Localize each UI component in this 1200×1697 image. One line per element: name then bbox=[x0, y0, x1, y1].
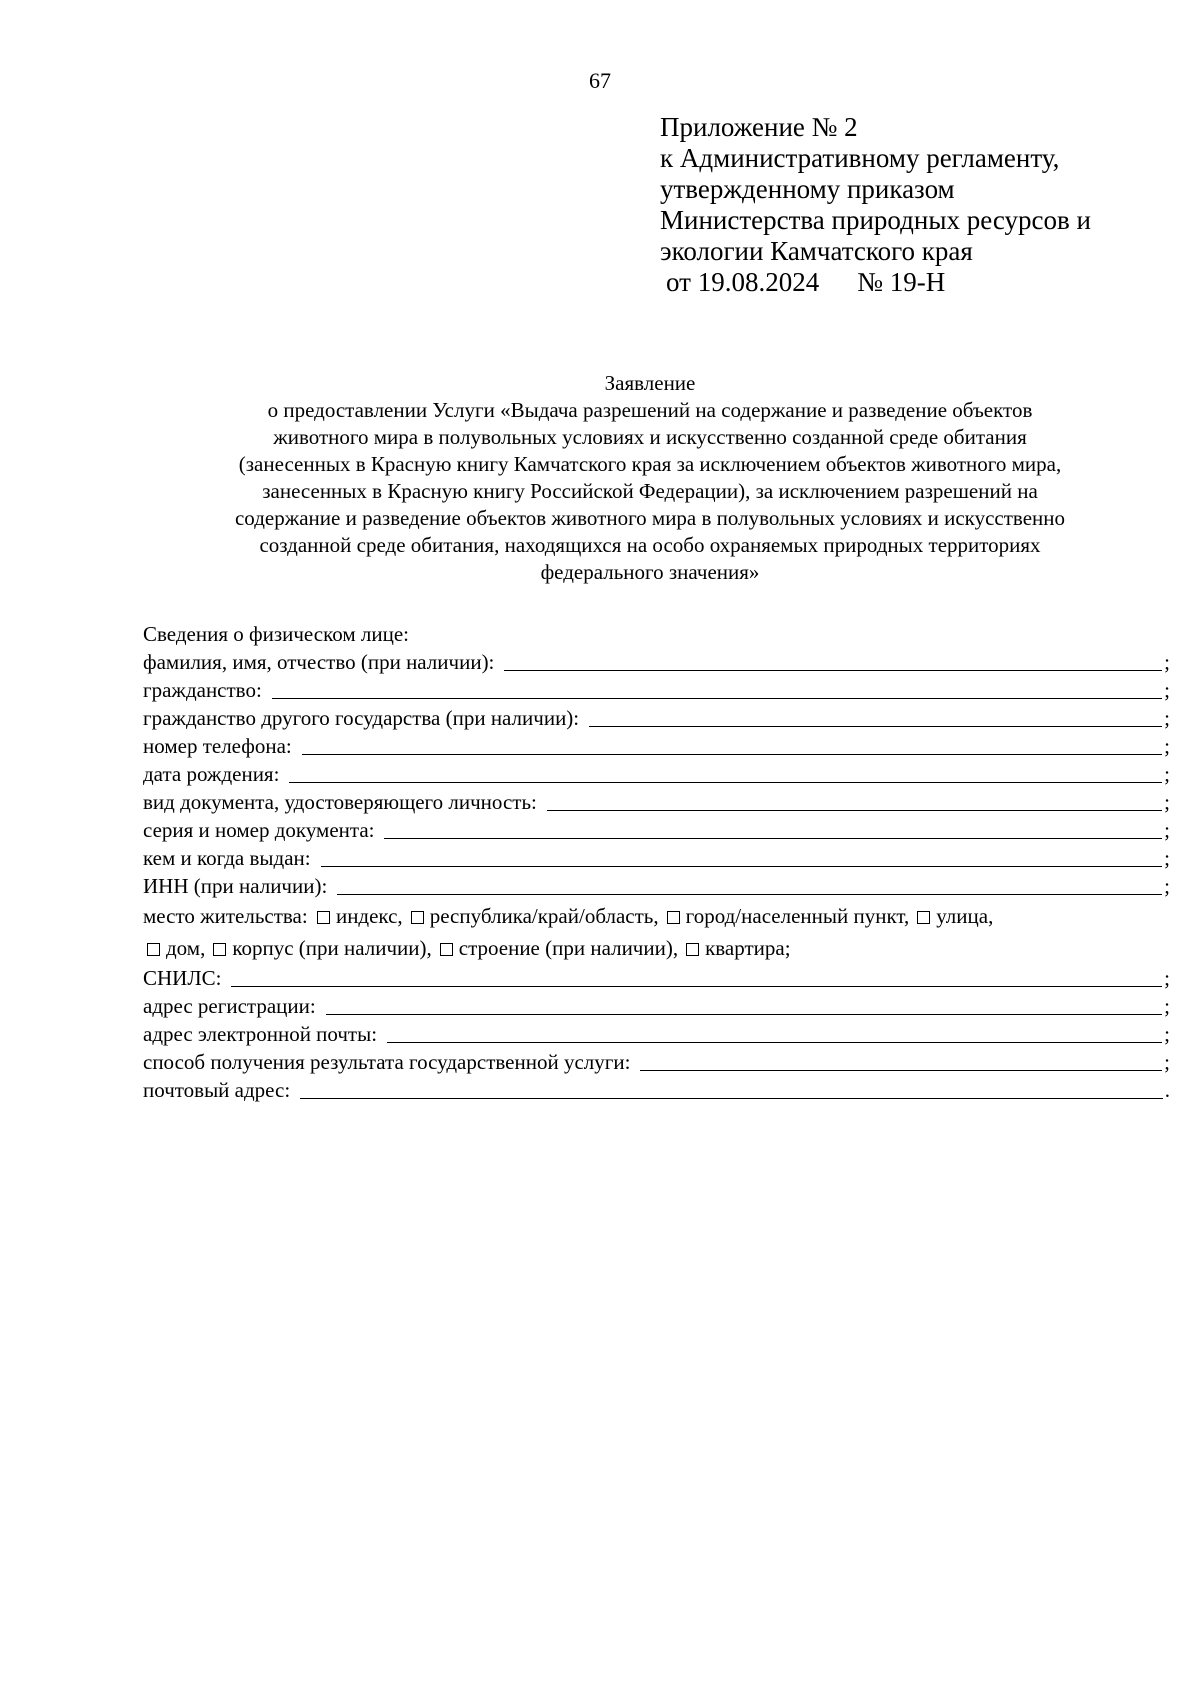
field-label: гражданство: bbox=[143, 678, 262, 702]
option-label: улица, bbox=[936, 904, 994, 928]
checkbox-icon[interactable] bbox=[917, 911, 930, 924]
residence-option bbox=[411, 904, 659, 928]
field-terminator: ; bbox=[1164, 846, 1170, 870]
field-terminator: ; bbox=[1164, 1022, 1170, 1046]
field-terminator: ; bbox=[1164, 1050, 1170, 1074]
checkbox-icon[interactable] bbox=[667, 911, 680, 924]
title-line: федерального значения» bbox=[540, 560, 760, 584]
residence-option bbox=[667, 904, 910, 928]
form-field-row bbox=[143, 1076, 1170, 1104]
field-label: кем и когда выдан: bbox=[143, 846, 311, 870]
field-terminator: ; bbox=[1164, 706, 1170, 730]
title-line: животного мира в полувольных условиях и искусственно созданной среде обитания bbox=[273, 425, 1027, 449]
title-line: занесенных в Красную книгу Российской Федерации), за исключением разрешений на bbox=[262, 479, 1038, 503]
order-number: № 19-Н bbox=[857, 267, 946, 297]
form-field-row bbox=[143, 992, 1170, 1020]
form-field-row bbox=[143, 964, 1170, 992]
checkbox-icon[interactable] bbox=[411, 911, 424, 924]
checkbox-icon[interactable] bbox=[686, 943, 699, 956]
form-field-row bbox=[143, 816, 1170, 844]
field-label: фамилия, имя, отчество (при наличии): bbox=[143, 650, 495, 674]
fields-top bbox=[143, 648, 1170, 900]
option-label: корпус (при наличии), bbox=[232, 936, 432, 960]
field-terminator: ; bbox=[1164, 994, 1170, 1018]
title-line: созданной среде обитания, находящихся на особо охраняемых природных территориях bbox=[259, 533, 1041, 557]
order-date: от 19.08.2024 bbox=[666, 267, 820, 297]
field-label: номер телефона: bbox=[143, 734, 292, 758]
field-label: адрес электронной почты: bbox=[143, 1022, 378, 1046]
fill-in-line[interactable] bbox=[300, 1078, 1163, 1099]
appendix-line: утвержденному приказом bbox=[660, 174, 955, 204]
checkbox-icon[interactable] bbox=[317, 911, 330, 924]
form-field-row bbox=[143, 760, 1170, 788]
fill-in-line[interactable] bbox=[547, 790, 1162, 811]
appendix-header bbox=[660, 112, 1180, 298]
fill-in-line[interactable] bbox=[302, 734, 1162, 755]
page-number: 67 bbox=[589, 68, 611, 93]
fill-in-line[interactable] bbox=[640, 1050, 1162, 1071]
field-terminator: ; bbox=[1164, 874, 1170, 898]
field-label: вид документа, удостоверяющего личность: bbox=[143, 790, 537, 814]
appendix-line: Министерства природных ресурсов и bbox=[660, 205, 1091, 235]
fill-in-line[interactable] bbox=[289, 762, 1162, 783]
residence-option bbox=[317, 904, 403, 928]
fill-in-line[interactable] bbox=[589, 706, 1162, 727]
field-terminator: ; bbox=[1164, 650, 1170, 674]
section-heading: Сведения о физическом лице: bbox=[143, 622, 409, 646]
appendix-line: экологии Камчатского края bbox=[660, 236, 973, 266]
fill-in-line[interactable] bbox=[272, 678, 1162, 699]
fill-in-line[interactable] bbox=[337, 874, 1162, 895]
residence-option bbox=[440, 936, 678, 960]
title-line: содержание и разведение объектов животного мира в полувольных условиях и искусственно bbox=[234, 506, 1065, 530]
form-field-row bbox=[143, 732, 1170, 760]
option-label: город/населенный пункт, bbox=[685, 904, 910, 928]
residence-options-1 bbox=[313, 904, 993, 928]
field-label: адрес регистрации: bbox=[143, 994, 316, 1018]
fill-in-line[interactable] bbox=[326, 994, 1162, 1015]
field-label: дата рождения: bbox=[143, 762, 280, 786]
residence-option bbox=[147, 936, 205, 960]
field-terminator: ; bbox=[1164, 818, 1170, 842]
field-terminator: ; bbox=[1164, 678, 1170, 702]
residence-line-1 bbox=[143, 900, 1170, 932]
fields-bottom bbox=[143, 964, 1170, 1104]
document-heading: Заявление bbox=[604, 371, 696, 395]
appendix-line: к Административному регламенту, bbox=[660, 143, 1060, 173]
residence-line-2 bbox=[143, 932, 1170, 964]
form-field-row bbox=[143, 788, 1170, 816]
field-label: способ получения результата государственной услуги: bbox=[143, 1050, 631, 1074]
fill-in-line[interactable] bbox=[504, 650, 1162, 671]
applicant-form bbox=[143, 620, 1170, 1104]
fill-in-line[interactable] bbox=[387, 1022, 1162, 1043]
form-field-row bbox=[143, 648, 1170, 676]
field-label: гражданство другого государства (при наличии): bbox=[143, 706, 580, 730]
field-terminator: ; bbox=[1164, 966, 1170, 990]
application-title bbox=[140, 370, 1160, 586]
field-label: почтовый адрес: bbox=[143, 1078, 291, 1102]
residence-options-2 bbox=[143, 936, 791, 960]
field-terminator: ; bbox=[1164, 790, 1170, 814]
option-label: строение (при наличии), bbox=[458, 936, 679, 960]
field-label: серия и номер документа: bbox=[143, 818, 375, 842]
fill-in-line[interactable] bbox=[231, 966, 1162, 987]
residence-option bbox=[213, 936, 431, 960]
residence-option bbox=[686, 936, 790, 960]
residence-option bbox=[917, 904, 993, 928]
fill-in-line[interactable] bbox=[384, 818, 1162, 839]
option-label: республика/край/область, bbox=[429, 904, 659, 928]
order-reference bbox=[660, 267, 1180, 298]
form-field-row bbox=[143, 872, 1170, 900]
option-label: индекс, bbox=[335, 904, 403, 928]
form-field-row bbox=[143, 844, 1170, 872]
residence-label: место жительства: bbox=[143, 904, 308, 928]
checkbox-icon[interactable] bbox=[147, 943, 160, 956]
field-terminator: ; bbox=[1164, 734, 1170, 758]
option-label: дом, bbox=[166, 936, 206, 960]
title-line: о предоставлении Услуги «Выдача разрешений на содержание и разведение объектов bbox=[267, 398, 1033, 422]
field-label: ИНН (при наличии): bbox=[143, 874, 328, 898]
checkbox-icon[interactable] bbox=[440, 943, 453, 956]
form-field-row bbox=[143, 1048, 1170, 1076]
appendix-line: Приложение № 2 bbox=[660, 112, 858, 142]
form-field-row bbox=[143, 676, 1170, 704]
checkbox-icon[interactable] bbox=[213, 943, 226, 956]
field-terminator: ; bbox=[1164, 762, 1170, 786]
field-label: СНИЛС: bbox=[143, 966, 222, 990]
form-field-row bbox=[143, 1020, 1170, 1048]
title-line: (занесенных в Красную книгу Камчатского края за исключением объектов животного мира, bbox=[238, 452, 1062, 476]
form-field-row bbox=[143, 704, 1170, 732]
option-label: квартира; bbox=[705, 936, 791, 960]
fill-in-line[interactable] bbox=[321, 846, 1163, 867]
field-terminator: . bbox=[1164, 1078, 1170, 1102]
